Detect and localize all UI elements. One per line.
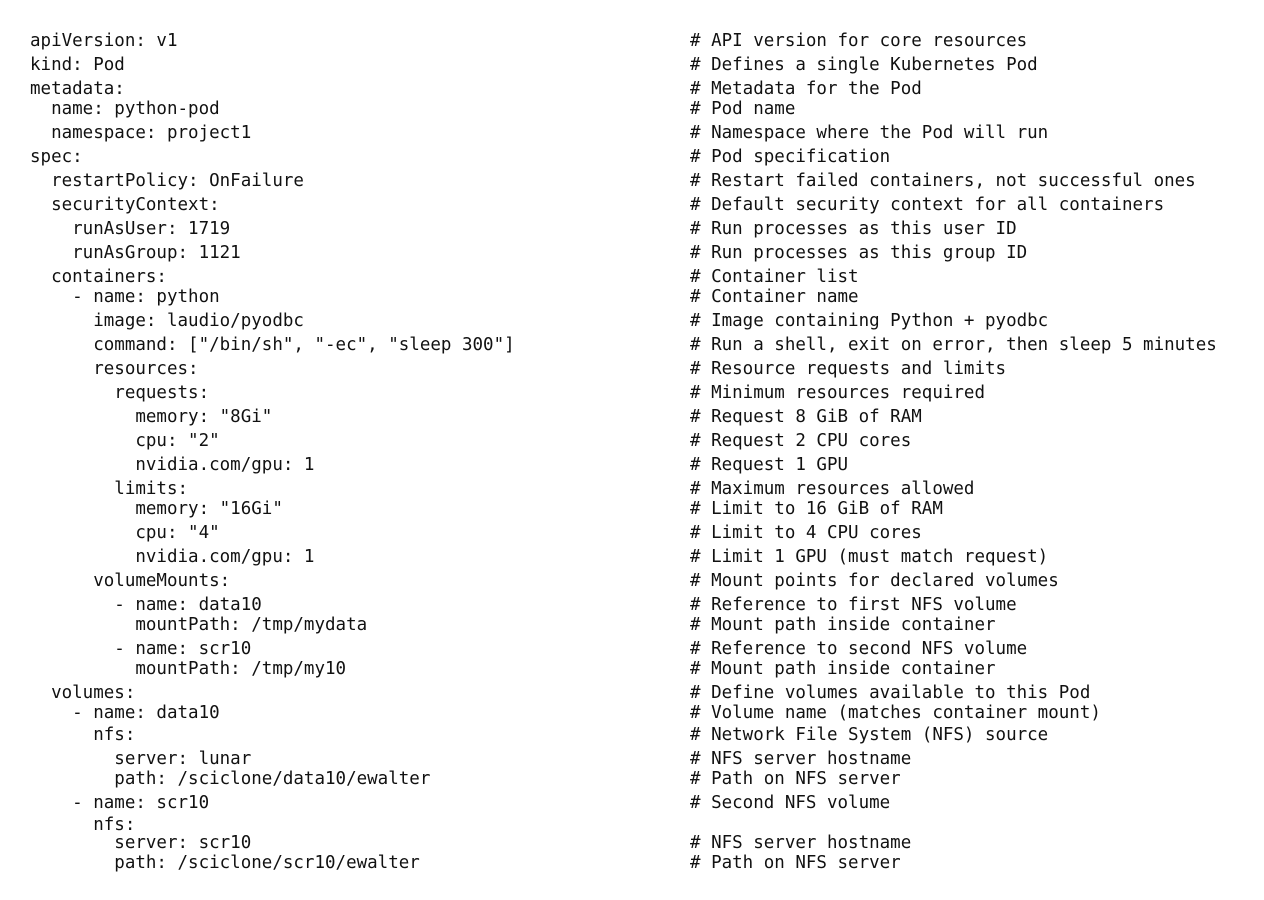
yaml-code: requests: [30, 383, 210, 403]
yaml-code: - name: python [30, 287, 220, 307]
yaml-code: server: scr10 [30, 833, 252, 853]
yaml-comment: # Mount points for declared volumes [690, 571, 1059, 591]
yaml-code: nfs: [30, 815, 136, 835]
yaml-comment: # Define volumes available to this Pod [690, 683, 1091, 703]
yaml-code: cpu: "2" [30, 431, 220, 451]
yaml-line [0, 310, 1264, 332]
yaml-code: limits: [30, 479, 189, 499]
yaml-code: securityContext: [30, 195, 220, 215]
yaml-code: spec: [30, 147, 83, 167]
yaml-line [0, 122, 1264, 144]
yaml-comment: # NFS server hostname [690, 749, 912, 769]
yaml-comment: # Pod specification [690, 147, 891, 167]
yaml-line [0, 194, 1264, 216]
yaml-comment: # Container name [690, 287, 859, 307]
yaml-line [0, 852, 1264, 874]
yaml-line [0, 334, 1264, 356]
yaml-comment: # Request 1 GPU [690, 455, 849, 475]
yaml-line [0, 30, 1264, 52]
yaml-code: namespace: project1 [30, 123, 252, 143]
yaml-comment: # Network File System (NFS) source [690, 725, 1049, 745]
yaml-line [0, 478, 1264, 500]
yaml-line [0, 286, 1264, 308]
yaml-code: path: /sciclone/scr10/ewalter [30, 853, 420, 873]
yaml-comment: # Minimum resources required [690, 383, 986, 403]
yaml-line [0, 498, 1264, 520]
yaml-code: volumeMounts: [30, 571, 231, 591]
yaml-comment: # Path on NFS server [690, 853, 901, 873]
yaml-code: - name: data10 [30, 703, 220, 723]
yaml-comment: # Default security context for all containers [690, 195, 1165, 215]
yaml-line [0, 748, 1264, 770]
yaml-comment: # Pod name [690, 99, 796, 119]
yaml-comment: # Maximum resources allowed [690, 479, 975, 499]
yaml-line [0, 768, 1264, 790]
yaml-code: kind: Pod [30, 55, 125, 75]
yaml-comment: # Mount path inside container [690, 615, 996, 635]
yaml-comment: # Namespace where the Pod will run [690, 123, 1049, 143]
yaml-line [0, 430, 1264, 452]
yaml-code: mountPath: /tmp/mydata [30, 615, 368, 635]
yaml-comment: # Limit to 4 CPU cores [690, 523, 922, 543]
yaml-line [0, 522, 1264, 544]
yaml-code: image: laudio/pyodbc [30, 311, 304, 331]
yaml-line [0, 614, 1264, 636]
yaml-comment: # Metadata for the Pod [690, 79, 922, 99]
yaml-code: memory: "16Gi" [30, 499, 283, 519]
yaml-comment: # Container list [690, 267, 859, 287]
yaml-line [0, 406, 1264, 428]
yaml-code: - name: data10 [30, 595, 262, 615]
yaml-comment: # Resource requests and limits [690, 359, 1007, 379]
yaml-comment: # Volume name (matches container mount) [690, 703, 1101, 723]
yaml-code: name: python-pod [30, 99, 220, 119]
yaml-code: runAsGroup: 1121 [30, 243, 241, 263]
yaml-code: command: ["/bin/sh", "-ec", "sleep 300"] [30, 335, 515, 355]
yaml-comment: # Reference to second NFS volume [690, 639, 1028, 659]
yaml-code: - name: scr10 [30, 793, 210, 813]
yaml-line [0, 170, 1264, 192]
yaml-code: memory: "8Gi" [30, 407, 273, 427]
yaml-code: nfs: [30, 725, 136, 745]
yaml-line [0, 78, 1264, 100]
yaml-code: metadata: [30, 79, 125, 99]
yaml-line [0, 658, 1264, 680]
yaml-comment: # Limit to 16 GiB of RAM [690, 499, 943, 519]
yaml-line [0, 832, 1264, 854]
yaml-code: resources: [30, 359, 199, 379]
yaml-comment: # Request 8 GiB of RAM [690, 407, 922, 427]
yaml-code: path: /sciclone/data10/ewalter [30, 769, 431, 789]
yaml-comment: # Image containing Python + pyodbc [690, 311, 1049, 331]
yaml-line [0, 98, 1264, 120]
yaml-line [0, 570, 1264, 592]
yaml-line [0, 792, 1264, 814]
yaml-comment: # Limit 1 GPU (must match request) [690, 547, 1049, 567]
yaml-line [0, 358, 1264, 380]
yaml-line [0, 242, 1264, 264]
yaml-comment: # Run a shell, exit on error, then sleep 5 minutes [690, 335, 1217, 355]
yaml-line [0, 266, 1264, 288]
yaml-code: cpu: "4" [30, 523, 220, 543]
yaml-comment: # Request 2 CPU cores [690, 431, 912, 451]
yaml-code: containers: [30, 267, 167, 287]
yaml-line [0, 594, 1264, 616]
yaml-code: mountPath: /tmp/my10 [30, 659, 347, 679]
yaml-line [0, 146, 1264, 168]
yaml-line [0, 54, 1264, 76]
yaml-comment: # Run processes as this group ID [690, 243, 1028, 263]
yaml-code: nvidia.com/gpu: 1 [30, 455, 315, 475]
yaml-comment: # Mount path inside container [690, 659, 996, 679]
yaml-line [0, 382, 1264, 404]
yaml-line [0, 682, 1264, 704]
yaml-comment: # API version for core resources [690, 31, 1028, 51]
yaml-comment: # Defines a single Kubernetes Pod [690, 55, 1038, 75]
yaml-code: nvidia.com/gpu: 1 [30, 547, 315, 567]
yaml-line [0, 638, 1264, 660]
yaml-comment: # NFS server hostname [690, 833, 912, 853]
yaml-line [0, 546, 1264, 568]
yaml-line [0, 724, 1264, 746]
yaml-code: runAsUser: 1719 [30, 219, 231, 239]
yaml-comment: # Restart failed containers, not successful ones [690, 171, 1196, 191]
yaml-comment: # Reference to first NFS volume [690, 595, 1017, 615]
yaml-line [0, 218, 1264, 240]
yaml-code: volumes: [30, 683, 136, 703]
yaml-code: server: lunar [30, 749, 252, 769]
yaml-comment: # Second NFS volume [690, 793, 891, 813]
yaml-comment: # Path on NFS server [690, 769, 901, 789]
yaml-comment: # Run processes as this user ID [690, 219, 1017, 239]
yaml-code: restartPolicy: OnFailure [30, 171, 304, 191]
yaml-line [0, 454, 1264, 476]
yaml-code: - name: scr10 [30, 639, 252, 659]
yaml-code: apiVersion: v1 [30, 31, 178, 51]
yaml-line [0, 702, 1264, 724]
